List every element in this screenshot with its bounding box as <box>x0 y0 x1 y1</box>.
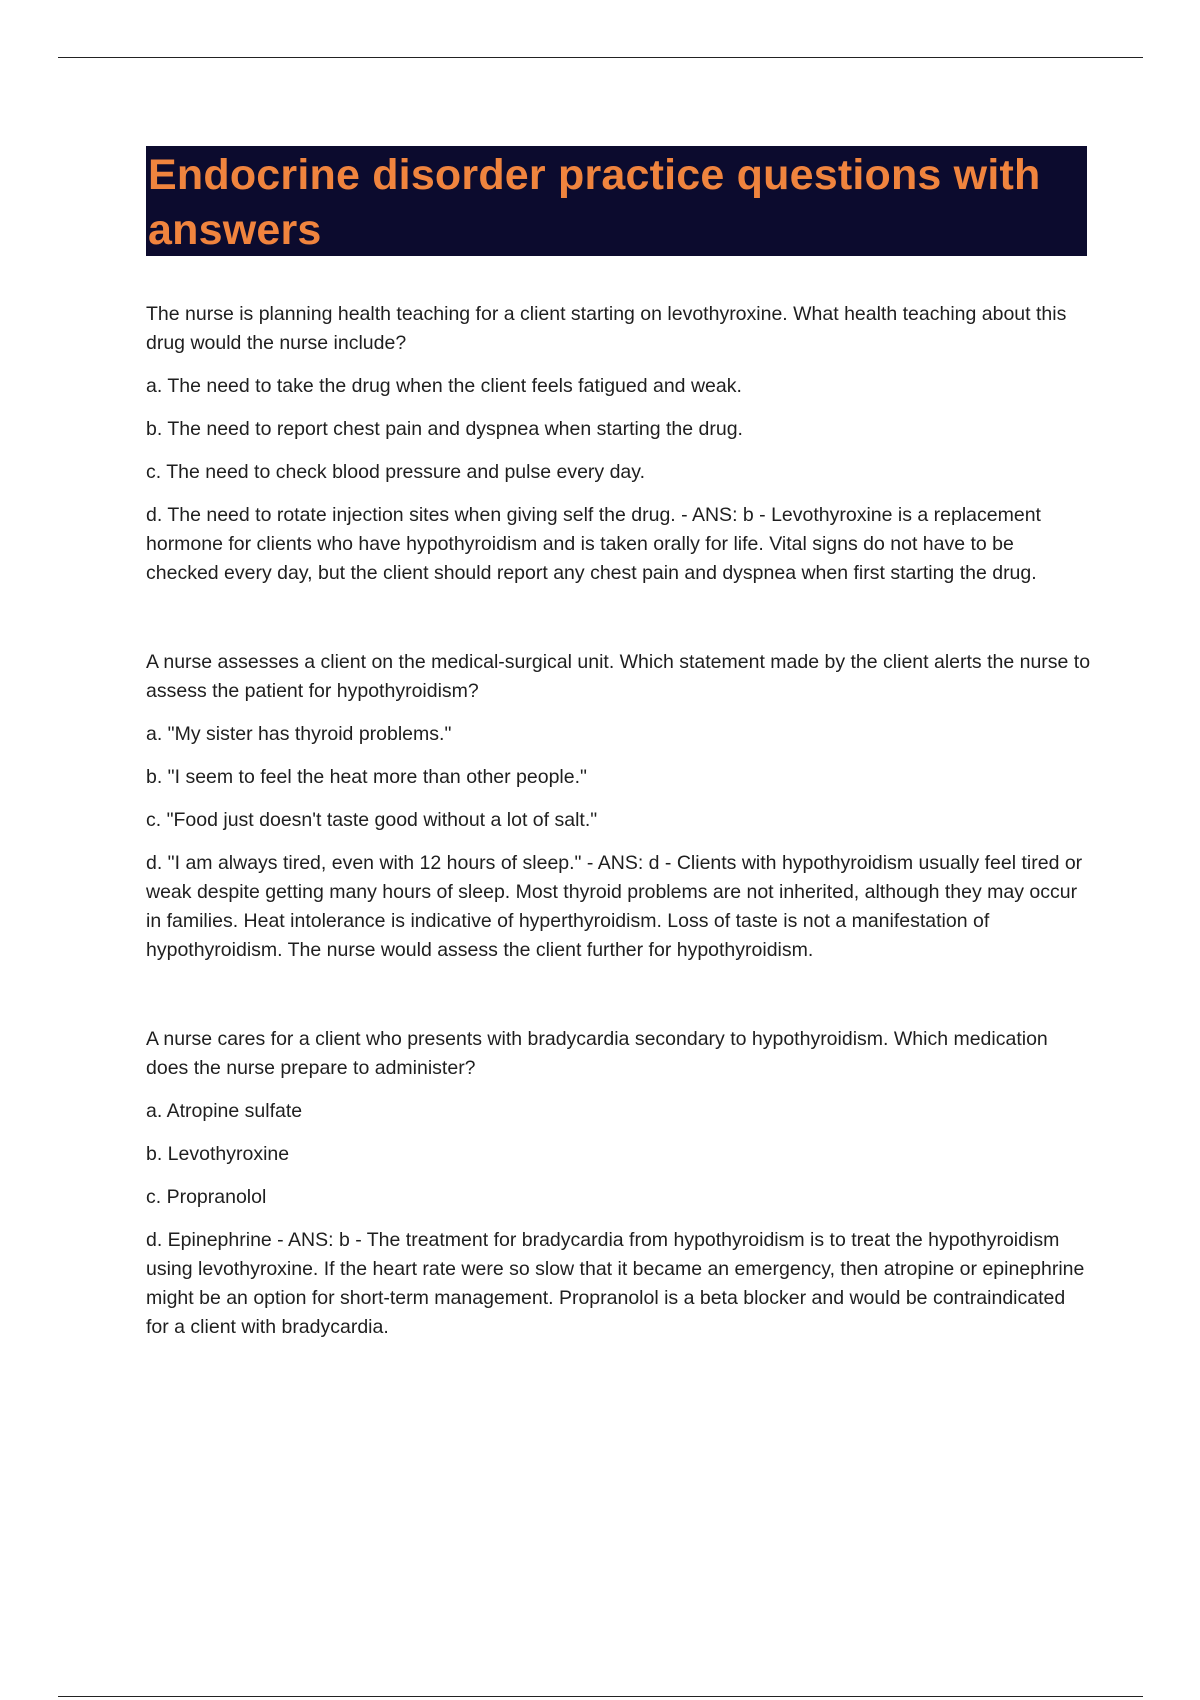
page-top-rule <box>58 57 1143 58</box>
question-stem: The nurse is planning health teaching for a client starting on levothyroxine. What health teaching about this drug would the nurse include? <box>146 303 1067 354</box>
answer-option-b: b. Levothyroxine <box>146 1143 290 1165</box>
answer-option-d: d. Epinephrine - ANS: b - The treatment for bradycardia from hypothyroidism is to treat the hypothyroidism using levothyroxine. If the heart rate were so slow that it became an emergency, then atropine or epinephrine might be an option for short-term management. Propranolol is a beta blocker and would be contraindicated for a client with bradycardia. <box>146 1229 1085 1338</box>
answer-option-c: c. Propranolol <box>146 1186 267 1208</box>
answer-option-c: c. The need to check blood pressure and pulse every day. <box>146 461 646 483</box>
question-stem: A nurse assesses a client on the medical-surgical unit. Which statement made by the client alerts the nurse to assess the patient for hypothyroidism? <box>146 651 1091 702</box>
question-3 <box>146 1025 1091 1342</box>
answer-option-d: d. "I am always tired, even with 12 hours of sleep." - ANS: d - Clients with hypothyroidism usually feel tired or weak despite getting many hours of sleep. Most thyroid problems are not inherited, although they may occur in families. Heat intolerance is indicative of hyperthyroidism. Loss of taste is not a manifestation of hypothyroidism. The nurse would assess the client further for hypothyroidism. <box>146 852 1083 961</box>
answer-option-d: d. The need to rotate injection sites when giving self the drug. - ANS: b - Levothyroxine is a replacement hormone for clients who have hypothyroidism and is taken orally for life. Vital signs do not have to be checked every day, but the client should report any chest pain and dyspnea when first starting the drug. <box>146 504 1041 584</box>
answer-option-b: b. The need to report chest pain and dyspnea when starting the drug. <box>146 418 743 440</box>
answer-option-a: a. The need to take the drug when the client feels fatigued and weak. <box>146 375 742 397</box>
document-body <box>146 300 1091 1342</box>
page-bottom-rule <box>58 1696 1143 1697</box>
question-stem: A nurse cares for a client who presents with bradycardia secondary to hypothyroidism. Which medication does the nurse prepare to administer? <box>146 1028 1048 1079</box>
question-1 <box>146 300 1091 588</box>
title-banner <box>146 146 1087 256</box>
document-title: Endocrine disorder practice questions with answers <box>148 151 1041 254</box>
question-2 <box>146 648 1091 965</box>
answer-option-b: b. "I seem to feel the heat more than other people." <box>146 766 587 788</box>
answer-option-a: a. Atropine sulfate <box>146 1100 303 1122</box>
answer-option-c: c. "Food just doesn't taste good without a lot of salt." <box>146 809 598 831</box>
answer-option-a: a. "My sister has thyroid problems." <box>146 723 452 745</box>
